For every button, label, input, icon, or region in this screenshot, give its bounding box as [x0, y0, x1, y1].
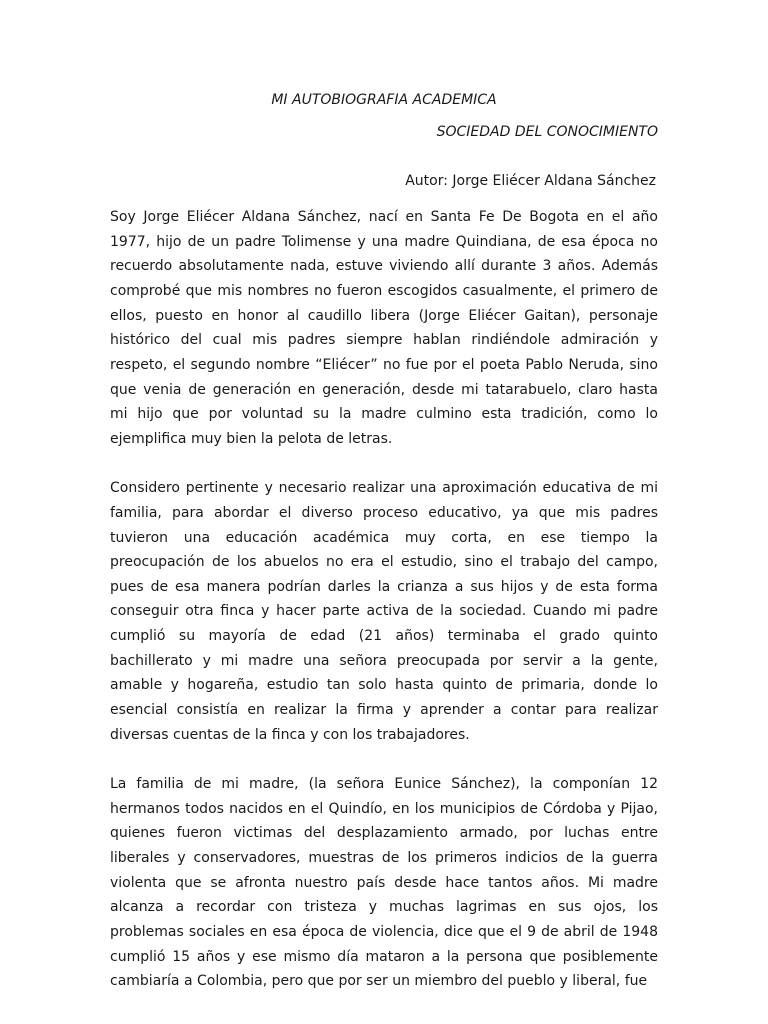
text-line: preocupación de los abuelos no era el estudio, sino el trabajo del campo, [110, 554, 658, 571]
text-line: familia, para abordar el diverso proceso educativo, ya que mis padres [110, 504, 658, 521]
text-line: respeto, el segundo nombre “Eliécer” no fue por el poeta Pablo Neruda, sino [110, 356, 658, 373]
text-line: cumplió su mayoría de edad (21 años) terminaba el grado quinto [110, 628, 658, 645]
text-line: mi hijo que por voluntad su la madre culmino esta tradición, como lo [110, 406, 658, 423]
document-title: MI AUTOBIOGRAFIA ACADEMICA [271, 92, 497, 108]
text-line: violenta que se afronta nuestro país desde hace tantos años. Mi madre [110, 874, 658, 891]
text-line: 1977, hijo de un padre Tolimense y una madre Quindiana, de esa época no [110, 233, 658, 250]
paragraph [110, 476, 658, 747]
text-line: bachillerato y mi madre una señora preocupada por servir a la gente, [110, 652, 658, 669]
text-line: histórico del cual mis padres siempre hablan rindiéndole admiración y [110, 332, 658, 349]
paragraph [110, 772, 658, 994]
text-line: ellos, puesto en honor al caudillo libera (Jorge Eliécer Gaitan), personaje [110, 307, 658, 324]
text-line: conseguir otra finca y hacer parte activa de la sociedad. Cuando mi padre [110, 603, 658, 620]
text-line: recuerdo absolutamente nada, estuve viviendo allí durante 3 años. Además [110, 258, 658, 275]
text-line: esencial consistía en realizar la firma y aprender a contar para realizar [110, 702, 658, 719]
text-line: La familia de mi madre, (la señora Eunice Sánchez), la componían 12 [110, 776, 658, 793]
text-line: comprobé que mis nombres no fueron escogidos casualmente, el primero de [110, 282, 658, 299]
text-line: tuvieron una educación académica muy corta, en ese tiempo la [110, 529, 658, 546]
text-line: amable y hogareña, estudio tan solo hasta quinto de primaria, donde lo [110, 677, 658, 694]
text-line: cambiaría a Colombia, pero que por ser un miembro del pueblo y liberal, fue [110, 973, 648, 990]
text-line: cumplió 15 años y ese mismo día mataron a la persona que posiblemente [110, 948, 658, 965]
text-line: hermanos todos nacidos en el Quindío, en los municipios de Córdoba y Pijao, [110, 800, 658, 817]
text-line: Considero pertinente y necesario realizar una aproximación educativa de mi [110, 480, 658, 497]
text-line: Soy Jorge Eliécer Aldana Sánchez, nací en Santa Fe De Bogota en el año [110, 209, 658, 225]
paragraph [110, 205, 658, 452]
text-line: liberales y conservadores, muestras de los primeros indicios de la guerra [110, 850, 658, 867]
text-line: pues de esa manera podrían darles la crianza a sus hijos y de esta forma [110, 578, 658, 595]
text-line: que venia de generación en generación, desde mi tatarabuelo, claro hasta [110, 381, 658, 398]
text-line: ejemplifica muy bien la pelota de letras. [110, 430, 393, 447]
document-author: Autor: Jorge Eliécer Aldana Sánchez [405, 173, 656, 189]
text-line: quienes fueron victimas del desplazamiento armado, por luchas entre [110, 825, 658, 842]
text-line: diversas cuentas de la finca y con los trabajadores. [110, 726, 470, 743]
document-subtitle: SOCIEDAD DEL CONOCIMIENTO [436, 124, 658, 140]
text-line: alcanza a recordar con tristeza y muchas lagrimas en sus ojos, los [110, 899, 658, 916]
document-body [110, 205, 658, 1019]
text-line: problemas sociales en esa época de violencia, dice que el 9 de abril de 1948 [110, 924, 658, 940]
